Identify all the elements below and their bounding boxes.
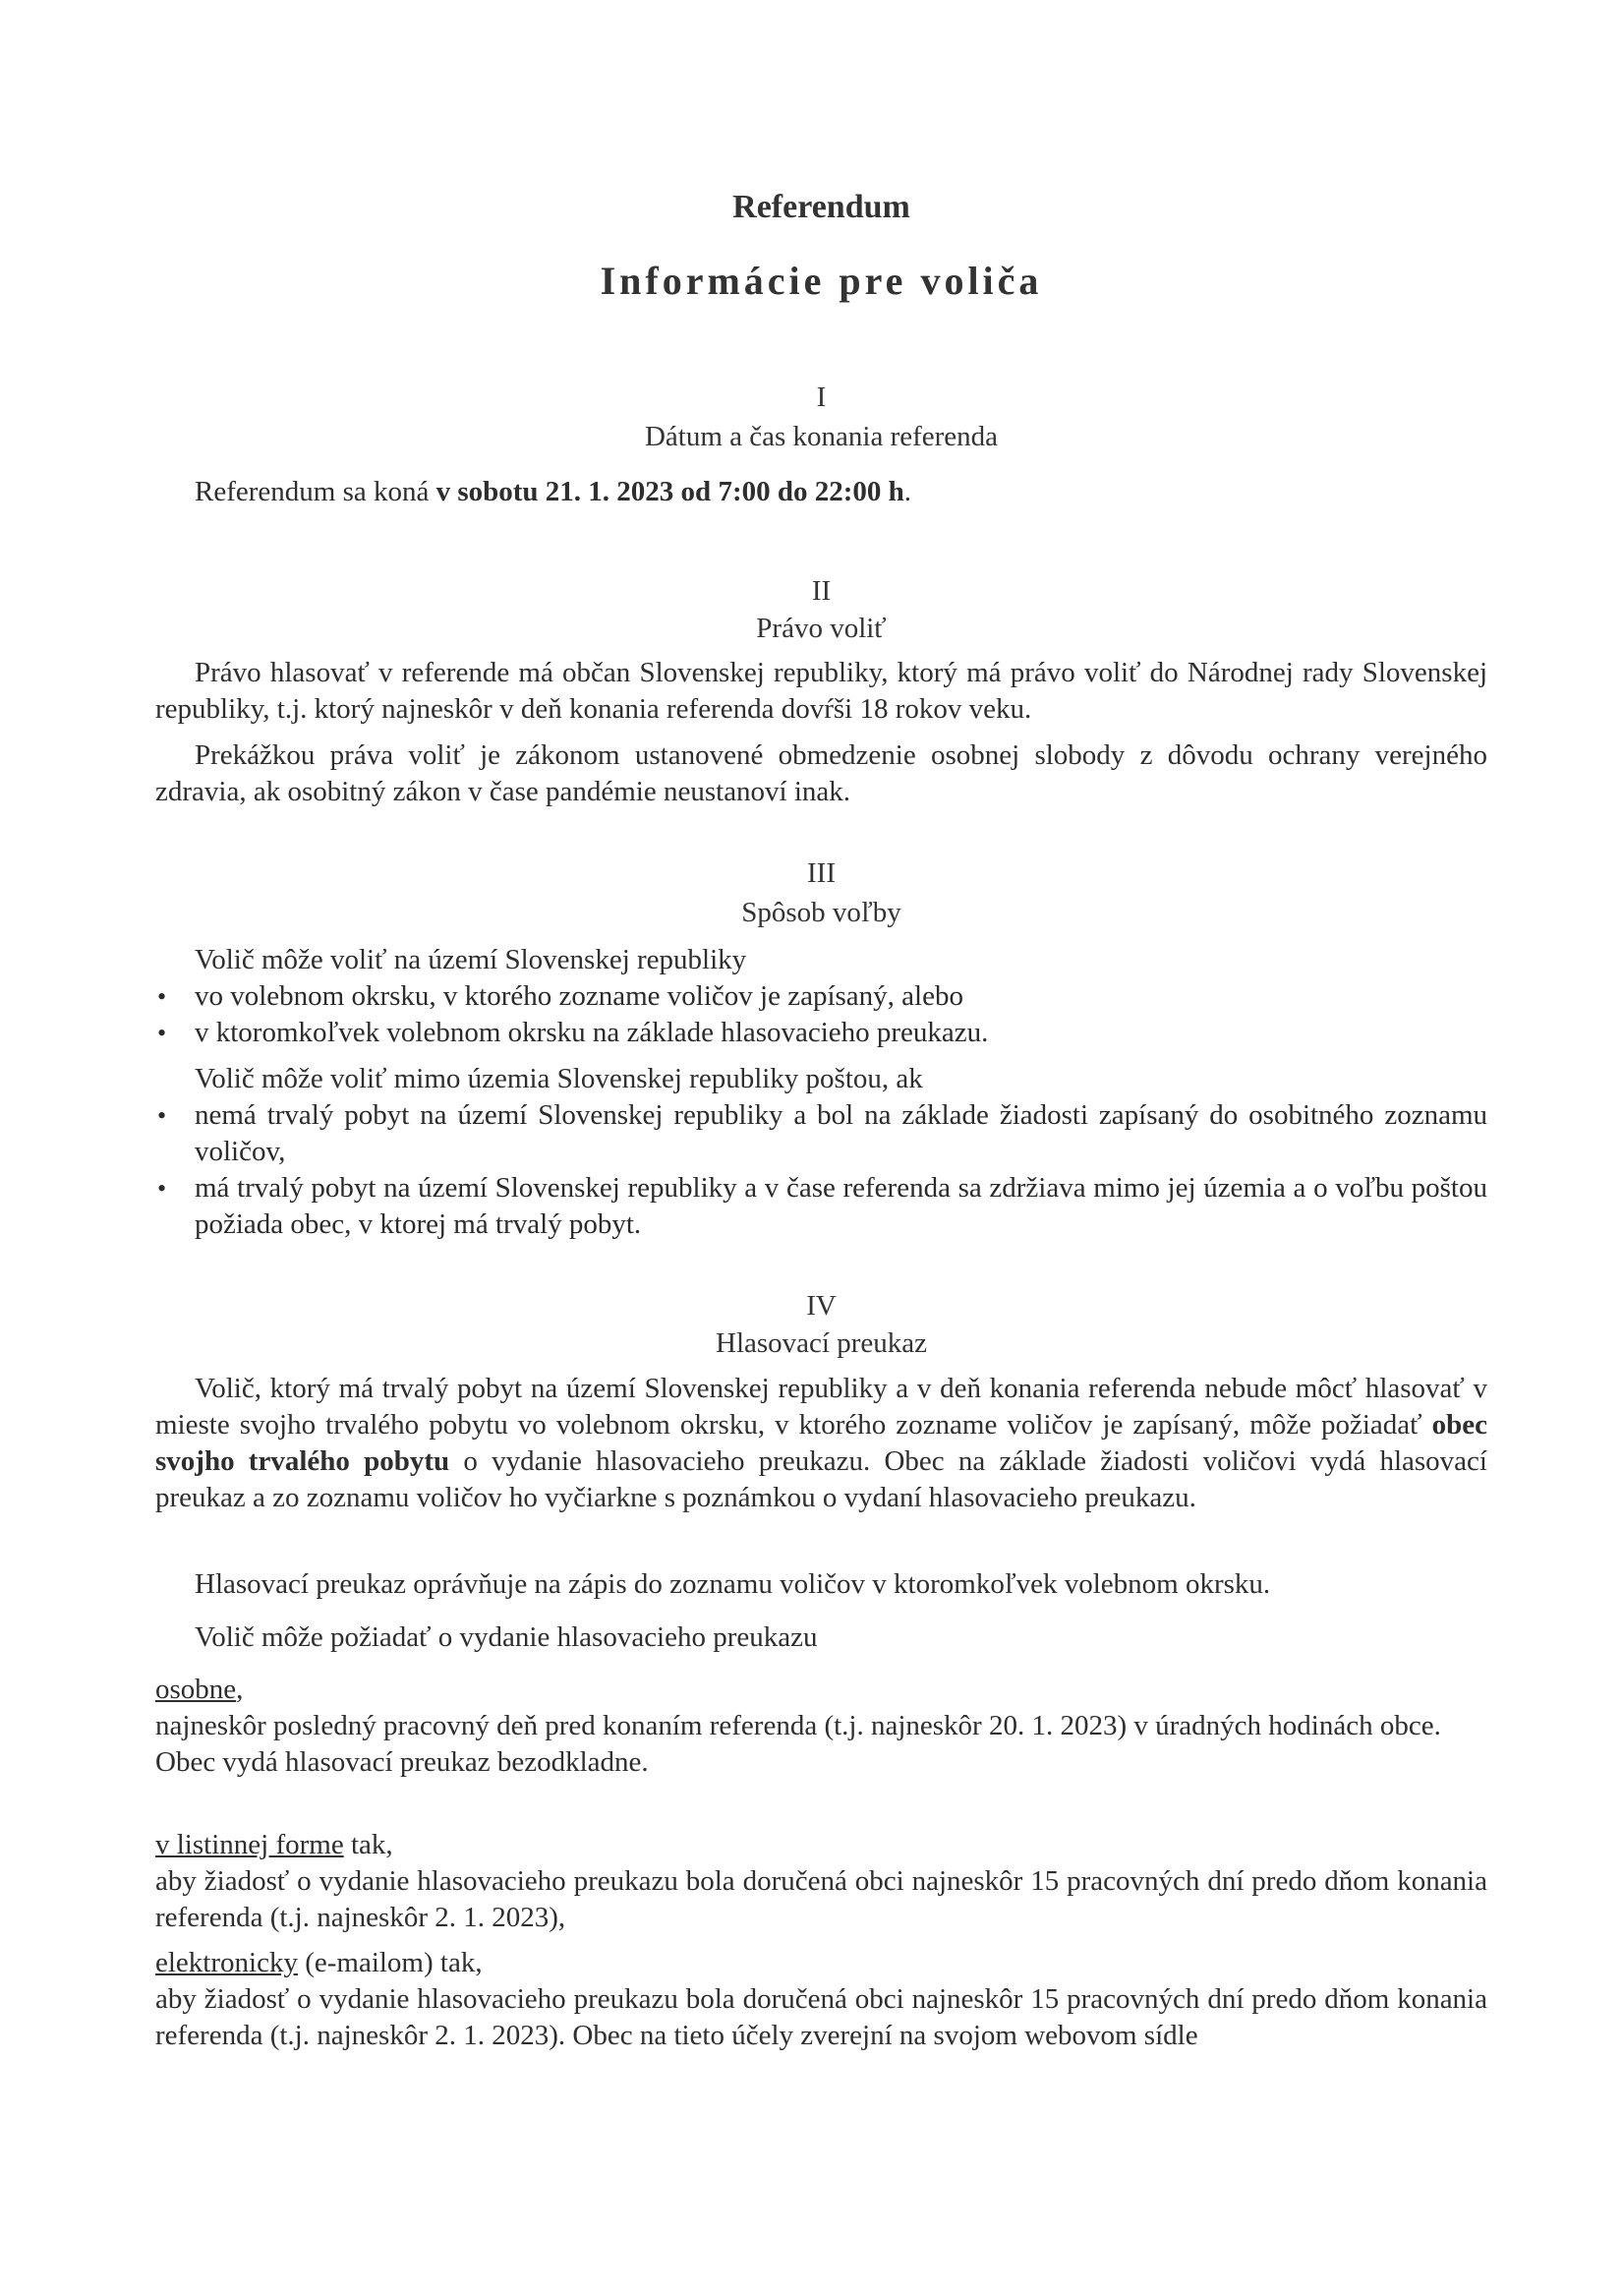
listinne-block bbox=[155, 1827, 1487, 1936]
listinne-suffix: tak, bbox=[343, 1829, 393, 1860]
list-item: • vo volebnom okrsku, v ktorého zozname voličov je zapísaný, alebo bbox=[155, 978, 1487, 1015]
elektronicky-heading bbox=[155, 1945, 1487, 1981]
section-4-paragraph-2: Hlasovací preukaz oprávňuje na zápis do zoznamu voličov v ktoromkoľvek volebnom okrsku. bbox=[195, 1568, 1271, 1600]
section-1-date-time: v sobotu 21. 1. 2023 od 7:00 do 22:00 h bbox=[435, 476, 904, 507]
section-4-paragraph-1-post: o vydanie hlasovacieho preukazu. Obec na základe žiadosti voličovi vydá hlasovací preukaz a zo zoznamu voličov ho vyčiarkne s poznámkou o vydaní hlasovacieho preukazu. bbox=[155, 1445, 1487, 1513]
listinne-text: aby žiadosť o vydanie hlasovacieho preukazu bola doručená obci najneskôr 15 pracovných dní predo dňom konania referenda (t.j. najneskôr 2. 1. 2023), bbox=[155, 1865, 1487, 1933]
section-1-text bbox=[195, 474, 1487, 510]
section-4-title: Hlasovací preukaz bbox=[716, 1327, 927, 1359]
section-2-title: Právo voliť bbox=[756, 613, 887, 644]
osobne-suffix: , bbox=[236, 1674, 244, 1705]
listinne-label: v listinnej forme bbox=[155, 1829, 344, 1860]
section-1-number: I bbox=[816, 382, 827, 413]
section-4-number: IV bbox=[806, 1290, 837, 1322]
document-title: Referendum bbox=[732, 189, 910, 225]
document-subtitle: Informácie pre voliča bbox=[600, 259, 1043, 303]
section-3-number: III bbox=[807, 857, 836, 889]
section-1-text-pre: Referendum sa koná bbox=[195, 476, 436, 507]
section-3-title: Spôsob voľby bbox=[741, 897, 901, 928]
section-4-paragraph-1-pre: Volič, ktorý má trvalý pobyt na území Slovenskej republiky a v deň konania referenda nebude môcť hlasovať v mieste svojho trvalého pobytu vo volebnom okrsku, v ktorého zozname voličov je zapísaný, môže požiadať bbox=[155, 1373, 1487, 1441]
section-3-bullet-list-2 bbox=[155, 1097, 1487, 1243]
section-1-text-post: . bbox=[903, 476, 912, 507]
list-item: • v ktoromkoľvek volebnom okrsku na základe hlasovacieho preukazu. bbox=[155, 1015, 1487, 1051]
section-2-number: II bbox=[811, 575, 832, 607]
section-1-title: Dátum a čas konania referenda bbox=[644, 421, 999, 452]
osobne-text: najneskôr posledný pracovný deň pred konaním referenda (t.j. najneskôr 20. 1. 2023) v úradných hodinách obce. bbox=[155, 1710, 1441, 1741]
section-3-intro-1: Volič môže voliť na území Slovenskej republiky bbox=[195, 944, 747, 975]
list-item: • nemá trvalý pobyt na území Slovenskej republiky a bol na základe žiadosti zapísaný do osobitného zoznamu voličov, bbox=[155, 1097, 1487, 1170]
elektronicky-text: aby žiadosť o vydanie hlasovacieho preukazu bola doručená obci najneskôr 15 pracovných dní predo dňom konania referenda (t.j. najneskôr 2. 1. 2023). Obec na tieto účely zverejní na svojom webovom sídle bbox=[155, 1983, 1487, 2051]
osobne-heading bbox=[155, 1672, 1487, 1708]
osobne-block bbox=[155, 1672, 1487, 1781]
elektronicky-block bbox=[155, 1945, 1487, 2054]
section-4-paragraph-1 bbox=[155, 1371, 1487, 1516]
elektronicky-label: elektronicky bbox=[155, 1947, 298, 1978]
list-item: • má trvalý pobyt na území Slovenskej republiky a v čase referenda sa zdržiava mimo jej územia a o voľbu poštou požiada obec, v ktorej má trvalý pobyt. bbox=[155, 1170, 1487, 1243]
elektronicky-suffix: (e-mailom) tak, bbox=[297, 1947, 483, 1978]
osobne-label: osobne bbox=[155, 1674, 237, 1705]
listinne-heading bbox=[155, 1827, 1487, 1863]
section-4-paragraph-1-bold: obec svojho trvalého pobytu bbox=[155, 1409, 1487, 1477]
osobne-text-2: Obec vydá hlasovací preukaz bezodkladne. bbox=[155, 1746, 649, 1778]
section-4-paragraph-3: Volič môže požiadať o vydanie hlasovacieho preukazu bbox=[195, 1621, 818, 1653]
section-2-paragraph-2: Prekážkou práva voliť je zákonom ustanovené obmedzenie osobnej slobody z dôvodu ochrany verejného zdravia, ak osobitný zákon v čase pandémie neustanoví inak. bbox=[155, 739, 1487, 807]
section-3-bullet-list-1 bbox=[155, 978, 1487, 1051]
section-3-intro-2: Volič môže voliť mimo územia Slovenskej republiky poštou, ak bbox=[195, 1063, 923, 1094]
section-2-paragraph-1: Právo hlasovať v referende má občan Slovenskej republiky, ktorý má právo voliť do Národnej rady Slovenskej republiky, t.j. ktorý najneskôr v deň konania referenda dovŕši 18 rokov veku. bbox=[155, 657, 1487, 725]
